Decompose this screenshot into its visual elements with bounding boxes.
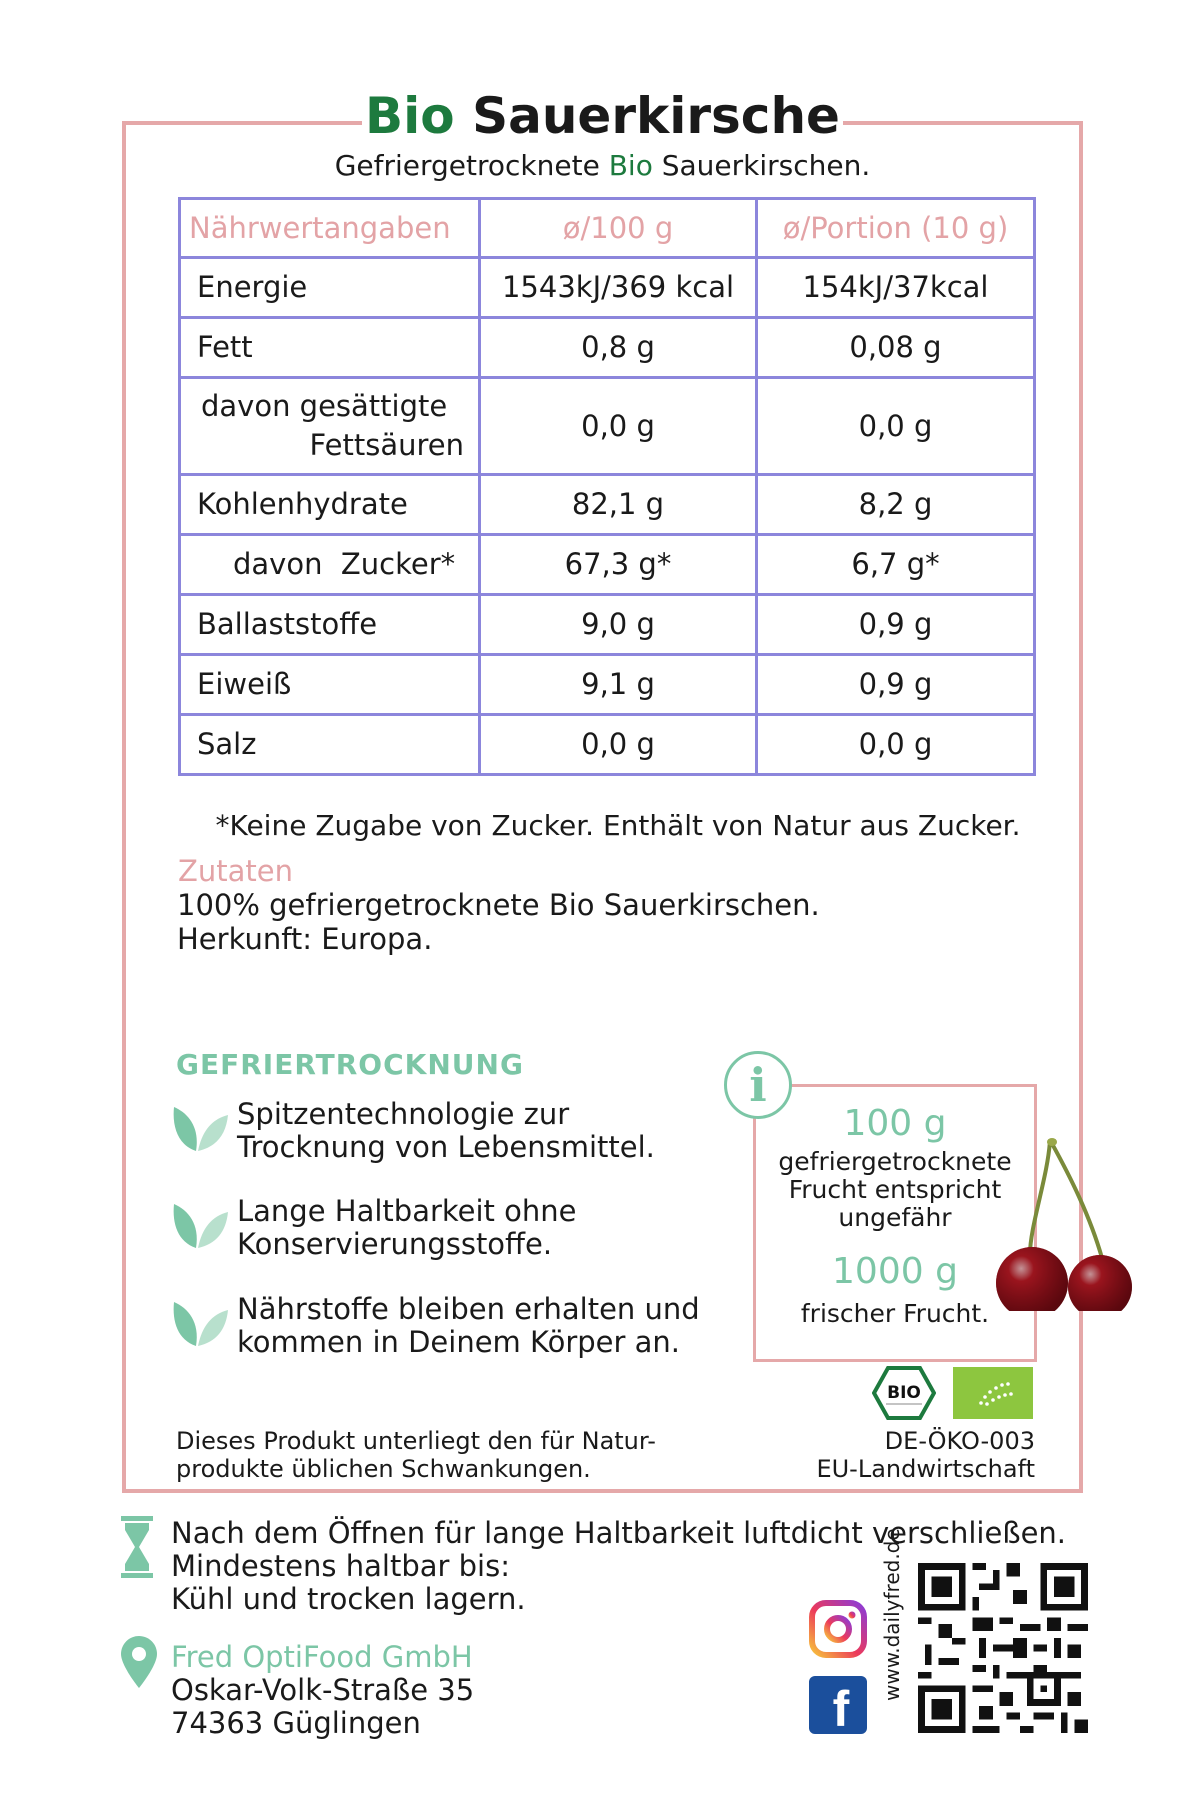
nutrition-table — [178, 197, 1036, 776]
info-text-line3: ungefähr — [838, 1203, 952, 1232]
row-portion: 154kJ/37kcal — [757, 258, 1035, 318]
eu-organic-logo — [953, 1367, 1033, 1419]
ingredients-heading: Zutaten — [178, 854, 293, 888]
table-row — [180, 318, 1035, 378]
company-city: 74363 Güglingen — [171, 1706, 421, 1740]
facebook-icon[interactable] — [809, 1676, 867, 1734]
row-portion: 0,0 g — [757, 715, 1035, 775]
info-text-line2: Frucht entspricht — [788, 1175, 1002, 1204]
feature-2-line2: Konservierungsstoffe. — [237, 1227, 553, 1261]
info-icon: i — [724, 1051, 792, 1119]
cherries-image — [990, 1136, 1140, 1311]
feature-1 — [237, 1098, 737, 1164]
disclaimer-line2: produkte üblichen Schwankungen. — [176, 1455, 591, 1483]
header-per-100g: ø/100 g — [480, 199, 757, 258]
row-portion: 0,08 g — [757, 318, 1035, 378]
certification-origin: EU-Landwirtschaft — [816, 1455, 1035, 1483]
row-per100: 0,0 g — [480, 378, 757, 475]
table-row — [180, 378, 1035, 475]
row-per100: 9,1 g — [480, 655, 757, 715]
table-row — [180, 535, 1035, 595]
product-subtitle — [122, 148, 1083, 184]
table-row — [180, 595, 1035, 655]
storage-line3: Kühl und trocken lagern. — [171, 1582, 526, 1616]
frame-bottom — [122, 1489, 1083, 1493]
row-label — [180, 378, 480, 475]
row-portion: 6,7 g* — [757, 535, 1035, 595]
certification-code: DE-ÖKO-003 — [884, 1427, 1035, 1455]
row-per100: 1543kJ/369 kcal — [480, 258, 757, 318]
subtitle-before: Gefriergetrocknete — [334, 149, 609, 182]
leaf-icon — [168, 1093, 230, 1155]
storage-line1: Nach dem Öffnen für lange Haltbarkeit luftdicht verschließen. — [171, 1516, 1067, 1550]
row-per100: 67,3 g* — [480, 535, 757, 595]
hourglass-icon — [121, 1516, 153, 1578]
row-label: Fett — [180, 318, 480, 378]
row-label: Ballaststoffe — [180, 595, 480, 655]
feature-3 — [237, 1293, 737, 1359]
title-bio: Bio — [365, 87, 455, 145]
product-title — [362, 80, 843, 152]
header-per-portion: ø/Portion (10 g) — [757, 199, 1035, 258]
storage-line2: Mindestens haltbar bis: — [171, 1549, 510, 1583]
table-row — [180, 475, 1035, 535]
row-label: Kohlenhydrate — [180, 475, 480, 535]
feature-3-line2: kommen in Deinem Körper an. — [237, 1325, 681, 1359]
ingredients-text: 100% gefriergetrocknete Bio Sauerkirschen. — [177, 888, 820, 922]
row-portion: 0,9 g — [757, 595, 1035, 655]
row-label: davon Zucker* — [180, 535, 480, 595]
company-name: Fred OptiFood GmbH — [171, 1640, 473, 1674]
row-label: Salz — [180, 715, 480, 775]
feature-2 — [237, 1195, 737, 1261]
row-label: Energie — [180, 258, 480, 318]
info-amount-dried: 100 g — [843, 1103, 947, 1144]
row-per100: 9,0 g — [480, 595, 757, 655]
row-label: Eiweiß — [180, 655, 480, 715]
bio-seal-text: BIO — [887, 1383, 921, 1403]
row-label-line2: Fettsäuren — [309, 428, 464, 462]
company-street: Oskar-Volk-Straße 35 — [171, 1673, 475, 1707]
subtitle-after: Sauerkirschen. — [652, 149, 871, 182]
row-portion: 0,0 g — [757, 378, 1035, 475]
header-nutrition: Nährwertangaben — [180, 199, 480, 258]
location-pin-icon — [121, 1636, 157, 1688]
feature-1-line1: Spitzentechnologie zur — [237, 1097, 570, 1131]
table-header-row — [180, 199, 1035, 258]
row-portion: 8,2 g — [757, 475, 1035, 535]
row-portion: 0,9 g — [757, 655, 1035, 715]
info-text-line1: gefriergetrocknete — [778, 1147, 1012, 1176]
subtitle-bio: Bio — [608, 149, 653, 182]
sugar-footnote: *Keine Zugabe von Zucker. Enthält von Natur aus Zucker. — [215, 809, 1021, 842]
feature-2-line1: Lange Haltbarkeit ohne — [237, 1194, 577, 1228]
table-row — [180, 655, 1035, 715]
facebook-glyph: f — [832, 1681, 850, 1734]
info-text-fresh: frischer Frucht. — [800, 1299, 990, 1328]
frame-left — [122, 121, 126, 1493]
leaf-icon — [168, 1288, 230, 1350]
origin-text: Herkunft: Europa. — [177, 922, 433, 956]
instagram-icon[interactable] — [809, 1600, 867, 1658]
row-per100: 0,8 g — [480, 318, 757, 378]
website-url[interactable]: www.dailyfred.de — [880, 1528, 904, 1701]
disclaimer-line1: Dieses Produkt unterliegt den für Natur- — [176, 1427, 656, 1455]
frame-top-left — [122, 121, 362, 125]
freeze-drying-heading: GEFRIERTROCKNUNG — [176, 1048, 524, 1081]
table-row — [180, 715, 1035, 775]
table-row — [180, 258, 1035, 318]
bio-seal — [872, 1366, 936, 1420]
frame-top-right — [843, 121, 1083, 125]
title-name: Sauerkirsche — [472, 87, 840, 145]
feature-3-line1: Nährstoffe bleiben erhalten und — [237, 1292, 700, 1326]
row-per100: 82,1 g — [480, 475, 757, 535]
qr-code[interactable] — [918, 1563, 1088, 1733]
row-per100: 0,0 g — [480, 715, 757, 775]
row-label-line1: davon gesättigte — [201, 389, 448, 423]
feature-1-line2: Trocknung von Lebensmittel. — [237, 1130, 655, 1164]
info-amount-fresh: 1000 g — [832, 1251, 958, 1292]
leaf-icon — [168, 1190, 230, 1252]
